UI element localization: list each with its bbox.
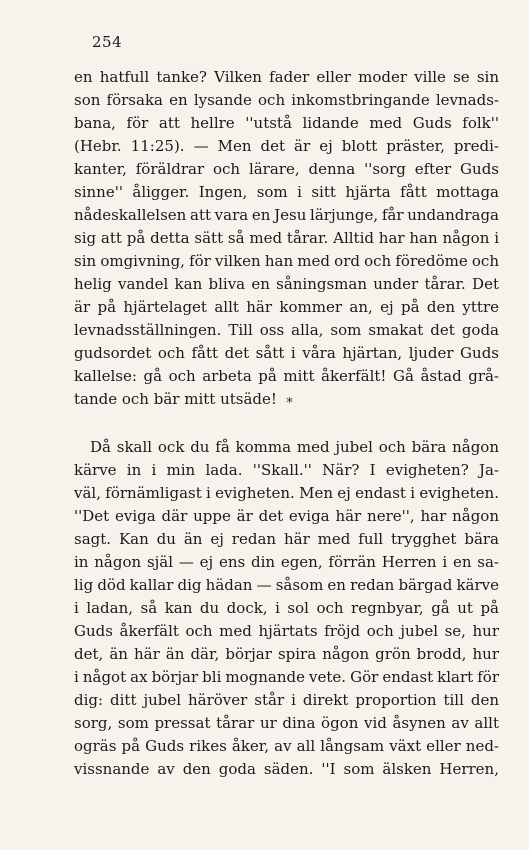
text-line: tande och bär mitt utsäde! xyxy=(74,390,277,408)
text-line: sagt. Kan du än ej redan här med full trygghet bära xyxy=(74,530,499,548)
text-line: kallelse: gå och arbeta på mitt åkerfält! Gå åstad grå- xyxy=(74,367,499,385)
section-separator: * xyxy=(286,396,293,411)
text-line: vissnande av den goda säden. ''I som älsken Herren, xyxy=(74,760,499,778)
text-line: bana, för att hellre ''utstå lidande med Guds folk'' xyxy=(74,114,499,132)
text-line: sinne'' åligger. Ingen, som i sitt hjärta fått mottaga xyxy=(74,183,499,201)
text-line: gudsordet och fått det sått i våra hjärtan, ljuder Guds xyxy=(74,344,499,362)
text-line: en hatfull tanke? Vilken fader eller moder ville se sin xyxy=(74,68,499,86)
text-line: lig död kallar dig hädan — såsom en redan bärgad kärve xyxy=(74,576,499,594)
text-line: kanter, föräldrar och lärare, denna ''sorg efter Guds xyxy=(74,160,499,178)
page-number: 254 xyxy=(92,33,123,51)
text-line: Guds åkerfält och med hjärtats fröjd och jubel se, hur xyxy=(74,622,499,640)
text-line: son försaka en lysande och inkomstbringande levnads- xyxy=(74,91,499,109)
text-line: är på hjärtelaget allt här kommer an, ej på den yttre xyxy=(74,298,499,316)
text-line: i ladan, så kan du dock, i sol och regnbyar, gå ut på xyxy=(74,599,499,617)
text-line: (Hebr. 11:25). — Men det är ej blott präster, predi- xyxy=(74,137,499,155)
text-line: ''Det eviga där uppe är det eviga här nere'', har någon xyxy=(74,507,499,525)
text-line: sorg, som pressat tårar ur dina ögon vid åsynen av allt xyxy=(74,714,499,732)
text-line: in någon själ — ej ens din egen, förrän Herren i en sa- xyxy=(74,553,499,571)
text-line: i något ax börjar bli mognande vete. Gör endast klart för xyxy=(74,668,499,686)
text-line: ogräs på Guds rikes åker, av all långsam växt eller ned- xyxy=(74,737,499,755)
text-line: det, än här än där, börjar spira någon grön brodd, hur xyxy=(74,645,499,663)
text-line: väl, förnämligast i evigheten. Men ej endast i evigheten. xyxy=(74,484,499,502)
text-line: helig vandel kan bliva en såningsman under tårar. Det xyxy=(74,275,499,293)
text-line: sig att på detta sätt så med tårar. Alltid har han någon i xyxy=(74,229,499,247)
text-line: kärve in i min lada. ''Skall.'' När? I evigheten? Ja- xyxy=(74,461,499,479)
text-line: sin omgivning, för vilken han med ord och föredöme och xyxy=(74,252,499,270)
paragraph-1 xyxy=(74,66,499,411)
text-line: dig: ditt jubel häröver står i direkt proportion till den xyxy=(74,691,499,709)
paragraph-2 xyxy=(74,436,499,781)
text-line: Då skall ock du få komma med jubel och bära någon xyxy=(90,438,499,456)
text-line: levnadsställningen. Till oss alla, som smakat det goda xyxy=(74,321,499,339)
text-line: nådeskallelsen att vara en Jesu lärjunge, får undandraga xyxy=(74,206,499,224)
